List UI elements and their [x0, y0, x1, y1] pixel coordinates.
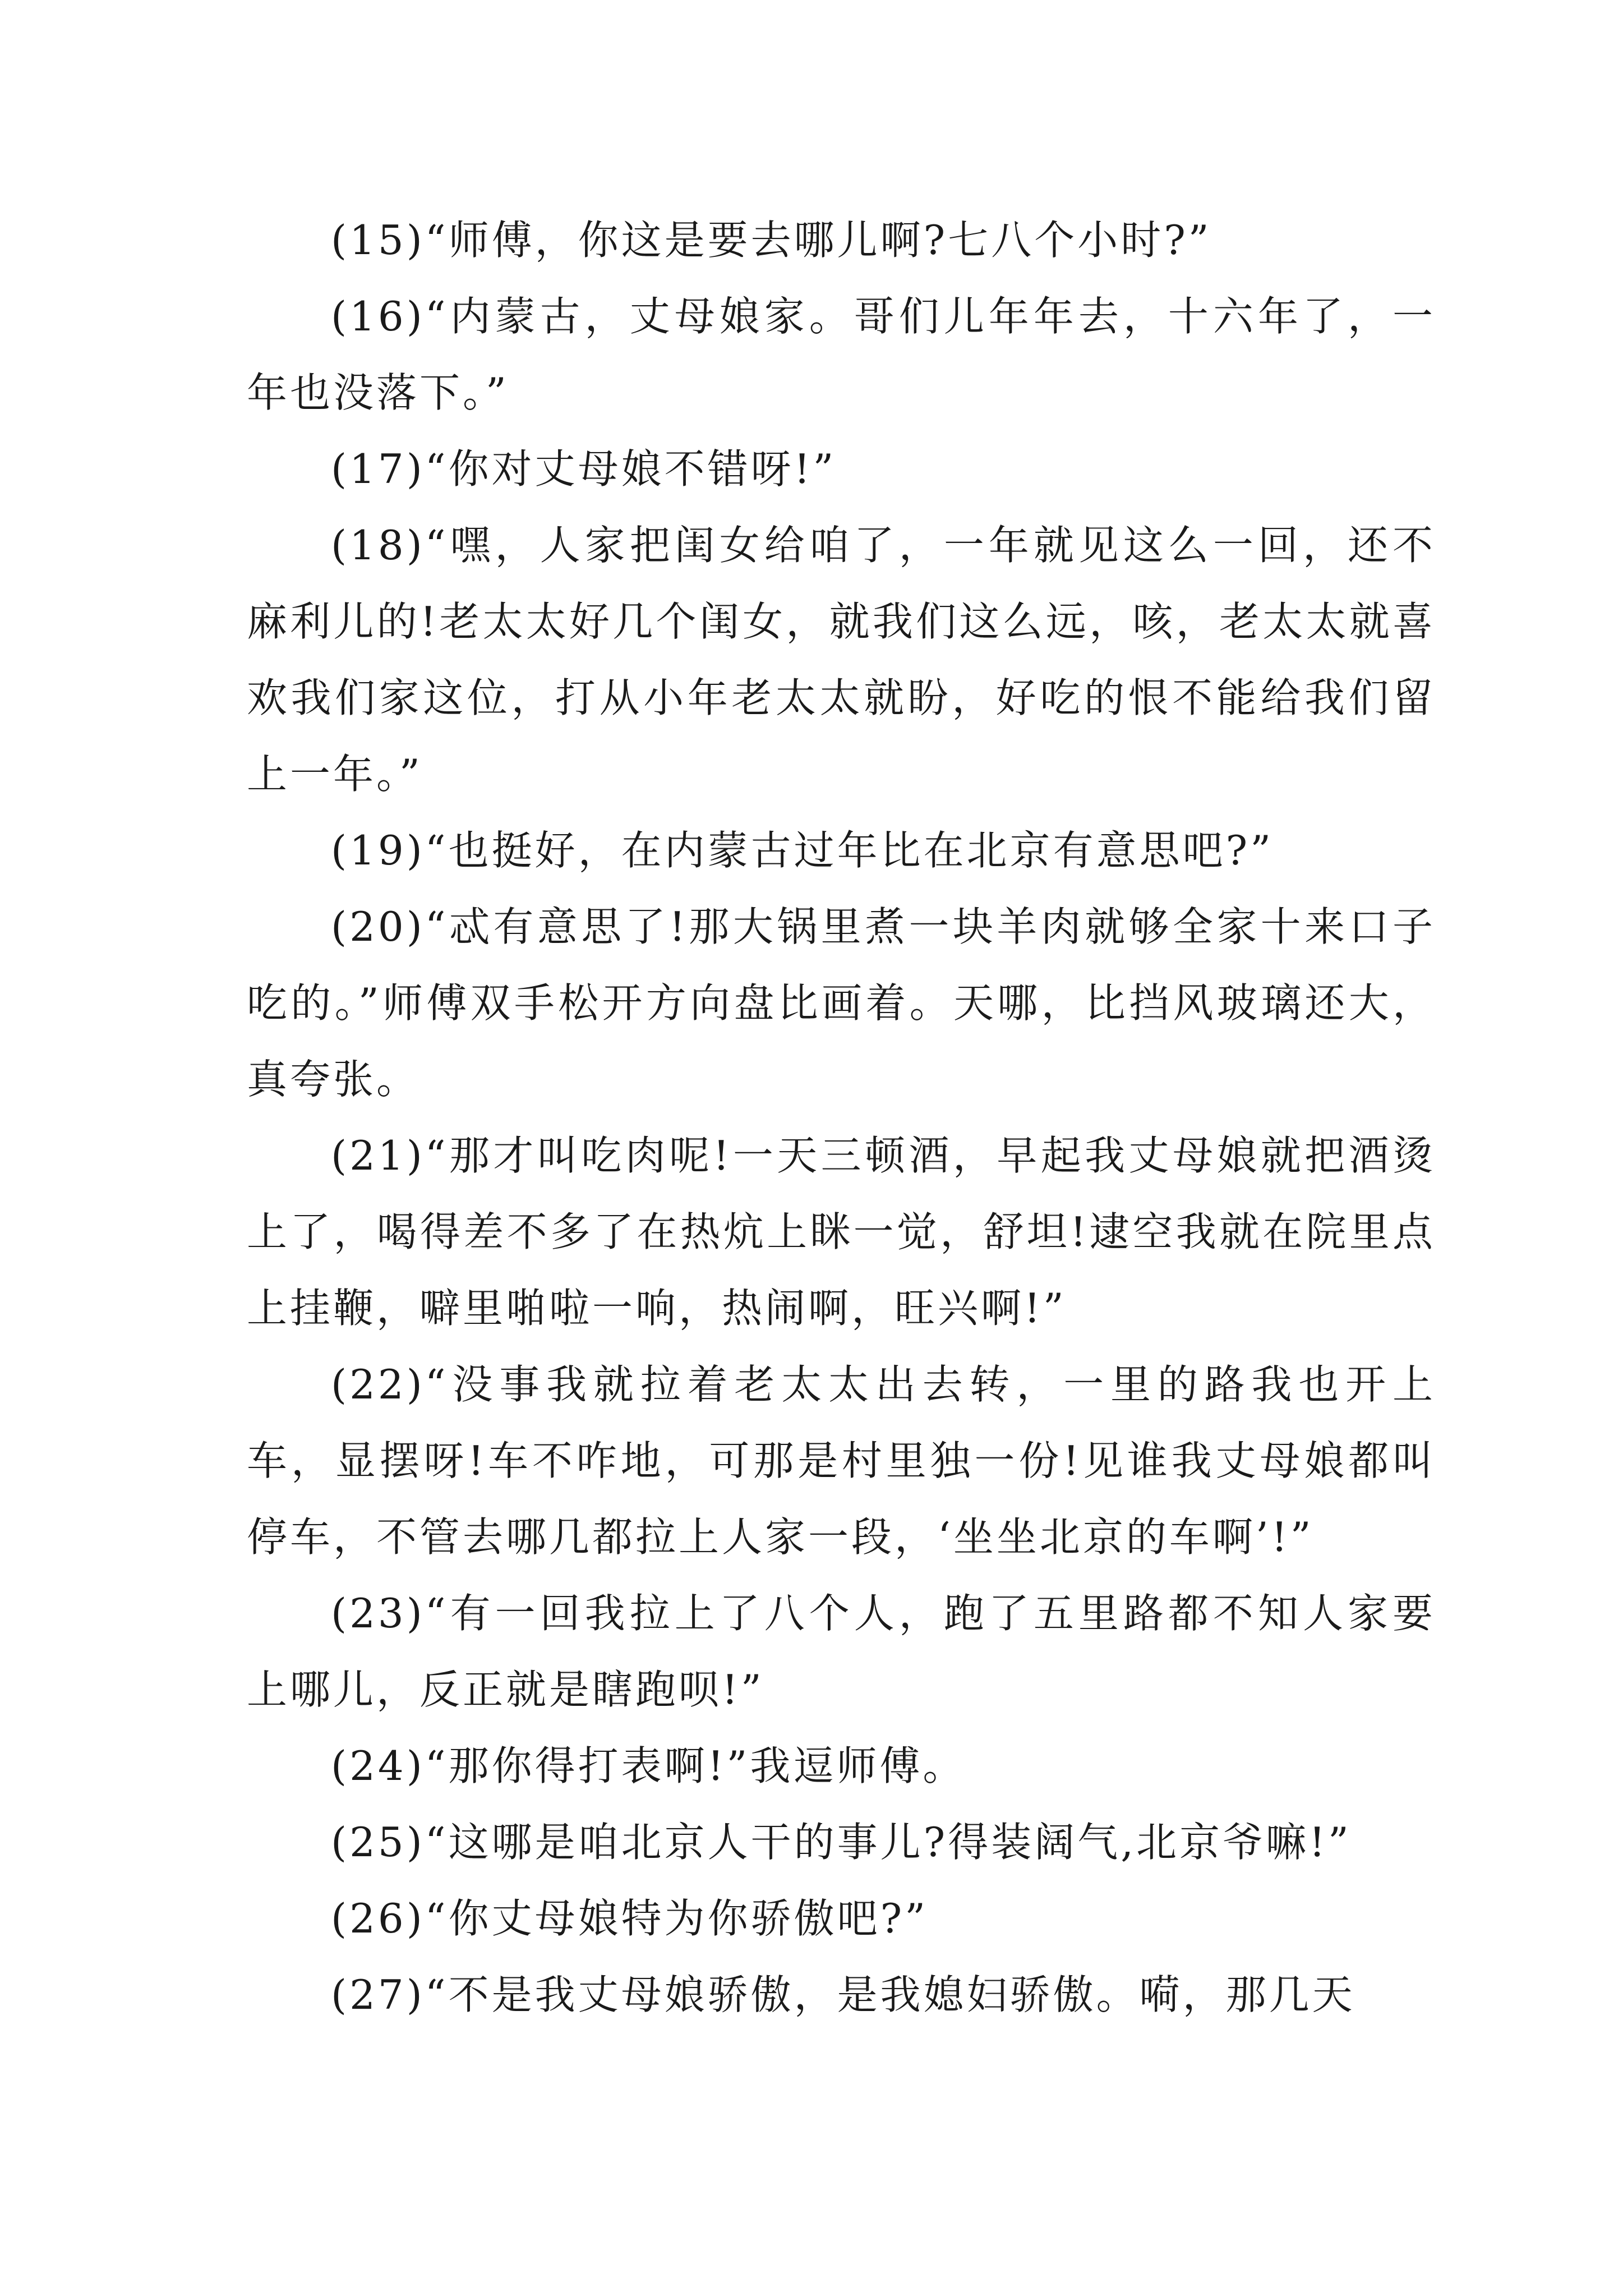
paragraph-19: (19)“也挺好，在内蒙古过年比在北京有意思吧?”	[331, 827, 1274, 874]
paragraph-20: (20)“忒有意思了!那大锅里煮一块羊肉就够全家十来口子吃的。”师傅双手松开方向盘比画着。天哪，比挡风玻璃还大，真夸张。	[247, 903, 1436, 1103]
paragraph-18: (18)“嘿，人家把闺女给咱了，一年就见这么一回，还不麻利儿的!老太太好几个闺女，就我们这么远，咳，老太太就喜欢我们家这位，打从小年老太太就盼，好吃的恨不能给我们留上一年。”	[247, 522, 1436, 798]
paragraph-21: (21)“那才叫吃肉呢!一天三顿酒，早起我丈母娘就把酒烫上了，喝得差不多了在热炕上眯一觉，舒坦!逮空我就在院里点上挂鞭，噼里啪啦一响，热闹啊，旺兴啊!”	[247, 1132, 1436, 1332]
paragraph-16: (16)“内蒙古，丈母娘家。哥们儿年年去，十六年了，一年也没落下。”	[247, 293, 1436, 416]
paragraph-15: (15)“师傅，你这是要去哪儿啊?七八个小时?”	[331, 217, 1212, 264]
paragraph-24: (24)“那你得打表啊!”我逗师傅。	[331, 1742, 966, 1789]
paragraph-17: (17)“你对丈母娘不错呀!”	[331, 445, 837, 493]
paragraph-22: (22)“没事我就拉着老太太出去转，一里的路我也开上车，显摆呀!车不咋地，可那是村里独一份!见谁我丈母娘都叫停车，不管去哪几都拉上人家一段，‘坐坐北京的车啊’!”	[247, 1361, 1436, 1561]
paragraph-25: (25)“这哪是咱北京人干的事儿?得装阔气,北京爷嘛!”	[331, 1819, 1352, 1866]
paragraph-27: (27)“不是我丈母娘骄傲，是我媳妇骄傲。嗬，那几天	[331, 1971, 1355, 2018]
body-text	[247, 202, 1436, 2033]
paragraph-23: (23)“有一回我拉上了八个人，跑了五里路都不知人家要上哪儿，反正就是瞎跑呗!”	[247, 1590, 1436, 1713]
paragraph-26: (26)“你丈母娘特为你骄傲吧?”	[331, 1895, 929, 1942]
